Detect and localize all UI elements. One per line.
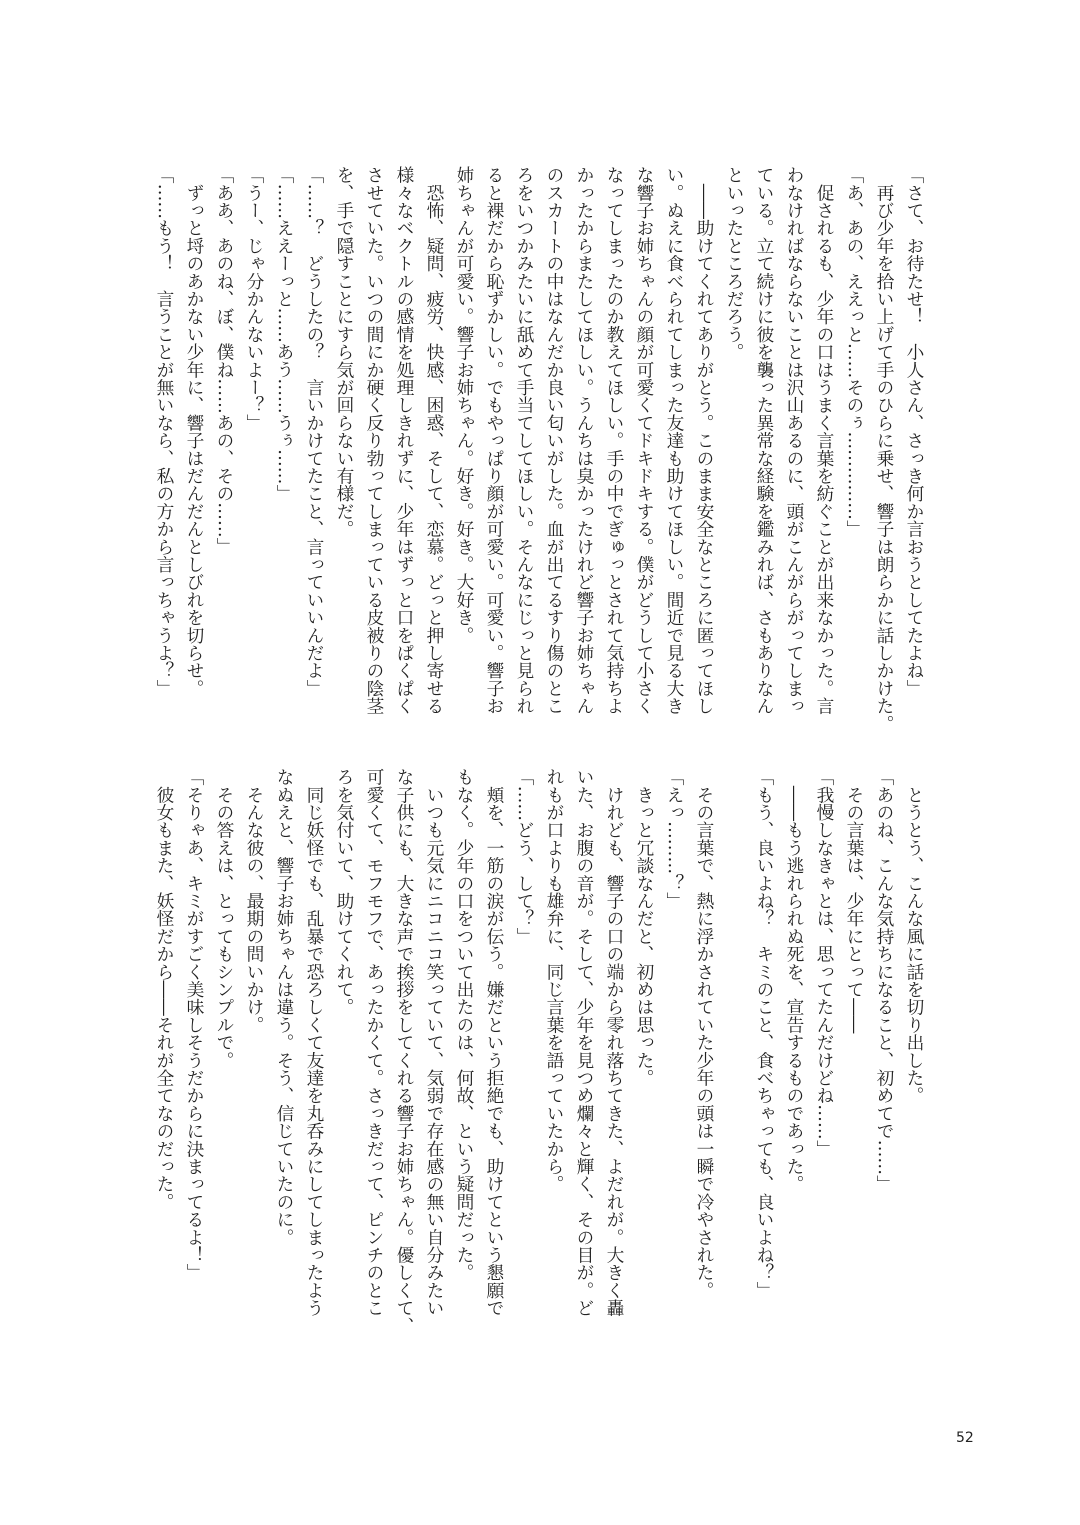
text-line: 「あ、あの、ええっと……そのぅ……………」	[844, 166, 864, 538]
text-line: なぬえと、響子お姉ちゃんは違う。そう、信じていたのに。	[274, 768, 294, 1246]
text-line: いつも元気にニコニコ笑っていて、気弱で存在感の無い自分みたい	[424, 768, 444, 1317]
text-line: 再び少年を拾い上げて手のひらに乗せ、響子は朗らかに話しかけた。	[874, 166, 894, 733]
text-line: ろを気付いて、助けてくれて。	[334, 768, 354, 1016]
text-line: その言葉は、少年にとって――	[844, 768, 864, 1034]
text-line: を、手で隠すことにすら気が回らない有様だ。	[334, 166, 354, 538]
text-line: 様々なベクトルの感情を処理しきれずに、少年はずっと口をぱくぱく	[394, 166, 414, 715]
text-line: といったところだろう。	[724, 166, 744, 361]
text-line: その答えは、とってもシンプルで。	[214, 768, 234, 1069]
text-line: 「あのね、こんな気持ちになること、初めてで……」	[874, 768, 894, 1193]
text-line: 頬を、一筋の涙が伝う。嫌だという拒絶でも、助けてという懇願で	[484, 768, 504, 1317]
page-number: 52	[956, 1430, 974, 1446]
text-line: ろをいつかみたいに舐めて手当てしてほしい。そんなにじっと見られ	[514, 166, 534, 715]
text-line: 彼女もまた、妖怪だから――それが全てなのだった。	[154, 768, 174, 1211]
text-line: い。ぬえに食べられてしまった友達も助けてほしい。間近で見る大き	[664, 166, 684, 715]
text-block-bottom	[149, 768, 929, 1335]
text-line: 姉ちゃんが可愛い。響子お姉ちゃん。好き。好き。大好き。	[454, 166, 474, 644]
text-line: なってしまったのか教えてほしい。手の中でぎゅっとされて気持ちよ	[604, 166, 624, 715]
text-line: 「……どう、して？」	[514, 768, 534, 945]
text-line: ると裸だから恥ずかしい。でもやっぱり顔が可愛い。可愛い。響子お	[484, 166, 504, 715]
text-line: その言葉で、熱に浮かされていた少年の頭は一瞬で冷やされた。	[694, 768, 714, 1299]
text-line: な子供にも、大きな声で挨拶をしてくれる響子お姉ちゃん。優しくて、	[394, 768, 414, 1335]
text-line: 「……もう！ 言うことが無いなら、私の方から言っちゃうよ？」	[154, 166, 174, 697]
text-block-top	[149, 166, 929, 733]
text-line: かったからまたしてほしい。うんちは臭かったけれど響子お姉ちゃん	[574, 166, 594, 715]
text-line: ――もう逃れられぬ死を、宣告するものであった。	[784, 768, 804, 1193]
text-line: のスカートの中はなんだか良い匂いがした。血が出てるすり傷のとこ	[544, 166, 564, 715]
text-line: 同じ妖怪でも、乱暴で恐ろしくて友達を丸呑みにしてしまったよう	[304, 768, 324, 1317]
text-line: 促されるも、少年の口はうまく言葉を紡ぐことが出来なかった。言	[814, 166, 834, 715]
text-line: 「……？ どうしたの？ 言いかけてたこと、言っていいんだよ」	[304, 166, 324, 697]
text-line: もなく。少年の口をついて出たのは、何故、という疑問だった。	[454, 768, 474, 1282]
text-line: 「ああ、あのね、ぼ、僕ね……あの、その……」	[214, 166, 234, 556]
text-line: させていた。いつの間にか硬く反り勃ってしまっている皮被りの陰茎	[364, 166, 384, 715]
text-line: ずっと埒のあかない少年に、響子はだんだんとしびれを切らせ。	[184, 166, 204, 697]
text-line: 「我慢しなきゃとは、思ってたんだけどね……」	[814, 768, 834, 1158]
text-line: 「……ええーっと……あう……うぅ……」	[274, 166, 294, 503]
text-line: 可愛くて、モフモフで、あったかくて。さっきだって、ピンチのとこ	[364, 768, 384, 1317]
text-line: きっと冗談なんだと、初めは思った。	[634, 768, 654, 1087]
text-line: 「さて、お待たせ！ 小人さん、さっき何か言おうとしてたよね」	[904, 166, 924, 697]
text-line: とうとう、こんな風に話を切り出した。	[904, 768, 924, 1105]
text-line	[719, 768, 749, 1328]
text-line: そんな彼の、最期の問いかけ。	[244, 768, 264, 1034]
text-line: 「もう、良いよね？ キミのこと、食べちゃっても、良いよね？」	[754, 768, 774, 1299]
text-line: けれども、響子の口の端から零れ落ちてきた、よだれが。大きく轟	[604, 768, 624, 1317]
text-line: わなければならないことは沢山あるのに、頭がこんがらがってしまっ	[784, 166, 804, 715]
text-line: ――助けてくれてありがとう。このまま安全なところに匿ってほし	[694, 166, 714, 715]
text-line: 「うー、じゃ分かんないよー？」	[244, 166, 264, 432]
text-line: 恐怖、疑問、疲労、快感、困惑、そして、恋慕。どっと押し寄せる	[424, 166, 444, 715]
text-line: 「えっ………？」	[664, 768, 684, 910]
text-line: いた、お腹の音が。そして、少年を見つめ爛々と輝く、その目が。ど	[574, 768, 594, 1317]
text-line: 「そりゃあ、キミがすごく美味しそうだからに決まってるよ！」	[184, 768, 204, 1282]
text-line: ている。立て続けに彼を襲った異常な経験を鑑みれば、さもありなん	[754, 166, 774, 715]
text-line: れもが口よりも雄弁に、同じ言葉を語っていたから。	[544, 768, 564, 1193]
text-line: な響子お姉ちゃんの顔が可愛くてドキドキする。僕がどうして小さく	[634, 166, 654, 715]
